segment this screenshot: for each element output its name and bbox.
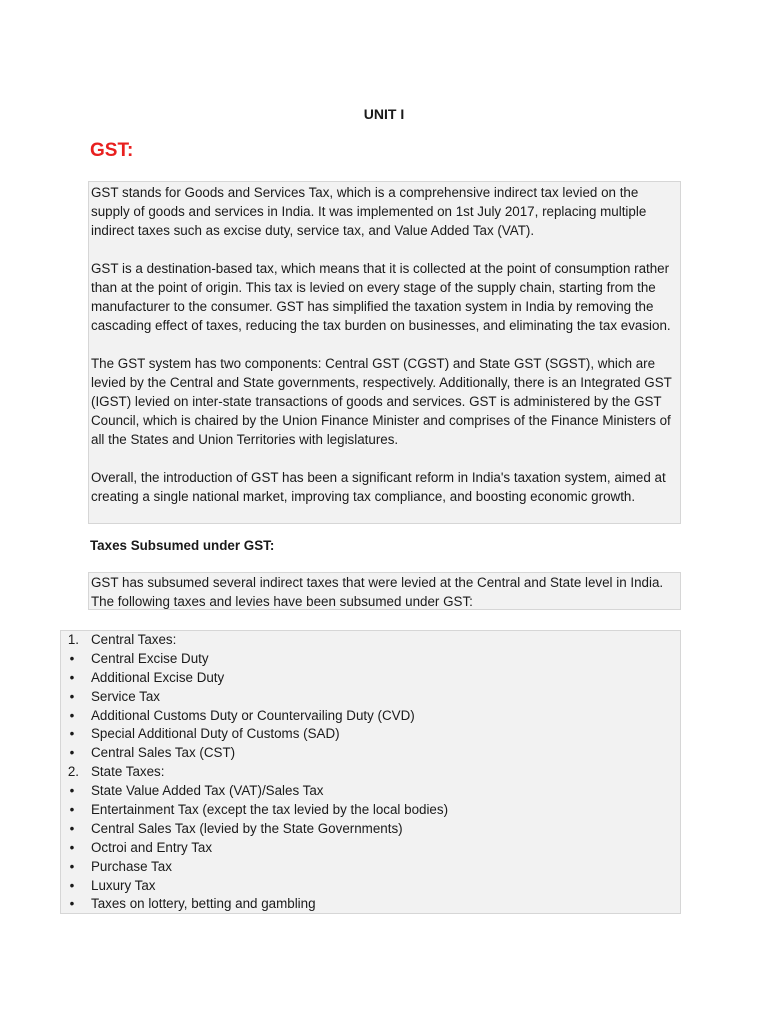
list-item-text: Central Sales Tax (levied by the State Governments)	[91, 820, 403, 836]
intro-box	[88, 181, 681, 524]
list-item	[61, 650, 680, 669]
unit-title: UNIT I	[363, 106, 405, 122]
bullet-icon: •	[69, 802, 75, 818]
list-item	[61, 858, 680, 877]
list-item-text: Additional Customs Duty or Countervailing Duty (CVD)	[91, 707, 415, 723]
bullet-icon: •	[69, 820, 75, 836]
list-item-text: Octroi and Entry Tax	[91, 839, 213, 855]
gst-heading: GST:	[90, 140, 134, 161]
list-item-text: Purchase Tax	[91, 858, 172, 874]
bullet-icon: •	[69, 726, 75, 742]
list-item-text: Central Sales Tax (CST)	[91, 745, 236, 761]
list-item-text: Central Excise Duty	[91, 650, 209, 666]
list-item	[61, 801, 680, 820]
list-item	[61, 877, 680, 896]
list-item	[61, 707, 680, 726]
list-marker: 1.	[67, 632, 79, 647]
bullet-icon: •	[69, 650, 75, 666]
list-item	[61, 839, 680, 858]
bullet-icon: •	[69, 688, 75, 704]
list-item-text: Taxes on lottery, betting and gambling	[91, 896, 316, 912]
list-item	[61, 763, 680, 782]
bullet-icon: •	[69, 783, 75, 799]
bullet-icon: •	[69, 669, 75, 685]
bullet-icon: •	[69, 839, 75, 855]
intro-paragraph: GST stands for Goods and Services Tax, which is a comprehensive indirect tax levied on the supply of goods and services in India. It was implemented on 1st July 2017, replacing multiple indirect taxes such as excise duty, service tax, and Value Added Tax (VAT).	[91, 185, 647, 238]
list-marker: 2.	[67, 764, 79, 780]
tax-list	[61, 631, 680, 914]
bullet-icon: •	[69, 745, 75, 761]
list-item	[61, 669, 680, 688]
subsumed-heading: Taxes Subsumed under GST:	[90, 538, 275, 553]
list-item-text: Central Taxes:	[91, 632, 177, 647]
intro-paragraph: The GST system has two components: Central GST (CGST) and State GST (SGST), which are levied by the Central and State governments, respectively. Additionally, there is an Integrated GST (IGST) levied on inter-state transactions of goods and services. GST is administered by the GST Council, which is chaired by the Union Finance Minister and comprises of the Finance Ministers of all the States and Union Territories with legislatures.	[91, 356, 672, 447]
bullet-icon: •	[69, 707, 75, 723]
list-item-text: Entertainment Tax (except the tax levied by the local bodies)	[91, 802, 449, 818]
subsumed-intro-text: GST has subsumed several indirect taxes that were levied at the Central and State level in India. The following taxes and levies have been subsumed under GST:	[91, 575, 664, 609]
list-item	[61, 725, 680, 744]
list-item	[61, 688, 680, 707]
list-item	[61, 744, 680, 763]
list-item-text: Service Tax	[91, 688, 160, 704]
subsumed-intro-box	[88, 572, 681, 610]
intro-paragraph: Overall, the introduction of GST has been a significant reform in India's taxation system, aimed at creating a single national market, improving tax compliance, and boosting economic growth.	[91, 470, 666, 504]
list-item-text: State Taxes:	[91, 764, 165, 780]
list-item	[61, 631, 680, 650]
list-item-text: Additional Excise Duty	[91, 669, 225, 685]
list-item-text: Luxury Tax	[91, 877, 156, 893]
bullet-icon: •	[69, 877, 75, 893]
bullet-icon: •	[69, 858, 75, 874]
list-item	[61, 782, 680, 801]
list-item-text: State Value Added Tax (VAT)/Sales Tax	[91, 783, 324, 799]
tax-list-box	[60, 630, 681, 914]
list-item-text: Special Additional Duty of Customs (SAD)	[91, 726, 340, 742]
list-item	[61, 895, 680, 914]
list-item	[61, 820, 680, 839]
bullet-icon: •	[69, 896, 75, 912]
intro-paragraph: GST is a destination-based tax, which means that it is collected at the point of consumption rather than at the point of origin. This tax is levied on every stage of the supply chain, starting from the manufacturer to the consumer. GST has simplified the taxation system in India by removing the cascading effect of taxes, reducing the tax burden on businesses, and eliminating the tax evasion.	[91, 261, 671, 333]
